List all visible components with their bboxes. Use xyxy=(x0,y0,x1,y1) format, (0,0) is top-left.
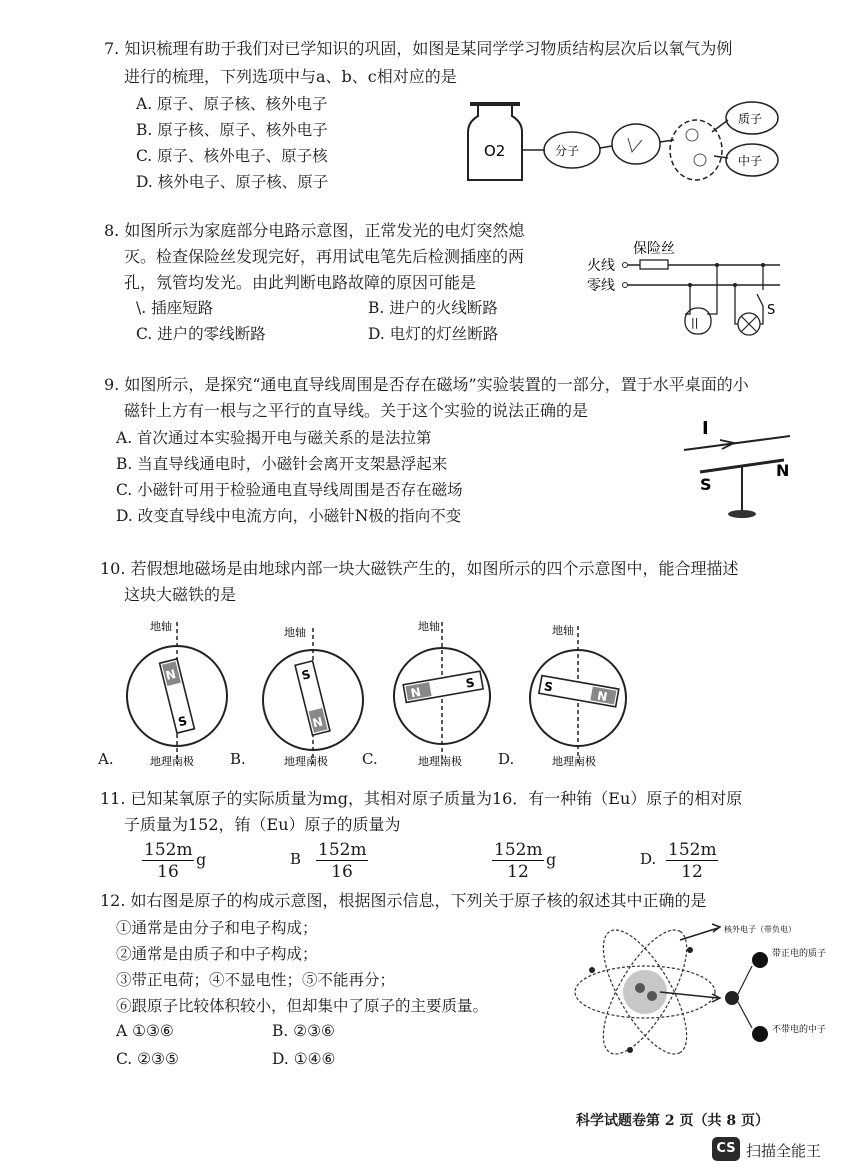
q12-electron-label: 核外电子（带负电） xyxy=(724,925,796,934)
q12-statement-3: ③带正电荷；④不显电性；⑤不能再分； xyxy=(116,971,396,989)
q10-globe-a xyxy=(112,614,252,769)
q11-option-b-numerator: 152m xyxy=(318,840,367,860)
q8-stem-line3: 孔，氖管均发光。由此判断电路故障的原因可能是 xyxy=(124,273,477,292)
q7-option-b: B. 原子核、原子、核外电子 xyxy=(136,121,328,139)
q7-stem-line1: 7. 知识梳理有助于我们对已学知识的巩固，如图是某同学学习物质结构层次后以氧气为例 xyxy=(104,39,733,58)
q11-option-b-denominator: 16 xyxy=(331,862,353,882)
q8-household-circuit-figure xyxy=(585,236,785,348)
q11-option-a-fraction xyxy=(142,840,194,883)
q10-globe-d-pole-s: S xyxy=(542,679,554,695)
q9-wire-compass-figure xyxy=(680,416,800,524)
q8-option-d: D. 电灯的灯丝断路 xyxy=(368,325,499,343)
q11-option-c-unit: g xyxy=(546,850,557,869)
q10-option-b-label: B. xyxy=(230,750,246,768)
q9-option-c: C. 小磁针可用于检验通电直导线周围是否存在磁场 xyxy=(116,481,463,499)
q9-option-d: D. 改变直导线中电流方向，小磁针N极的指向不变 xyxy=(116,507,462,525)
q10-globe-b-pole-n: N xyxy=(311,714,325,731)
q12-statement-4: ⑥跟原子比较体积较小，但却集中了原子的主要质量。 xyxy=(116,997,489,1015)
q11-stem-line2: 子质量为152，铕（Eu）原子的质量为 xyxy=(124,815,401,834)
q9-stem-line2: 磁针上方有一根与之平行的直导线。关于这个实验的说法正确的是 xyxy=(124,401,589,420)
q12-proton-label: 带正电的质子 xyxy=(772,949,827,959)
q12-neutron-label: 不带电的中子 xyxy=(772,1025,827,1035)
q10-axis-label-d: 地轴 xyxy=(552,624,574,637)
q7-neutron-label: 中子 xyxy=(738,154,763,168)
q7-oxygen-structure-figure xyxy=(460,80,800,205)
q8-option-b: B. 进户的火线断路 xyxy=(368,299,498,317)
q12-option-a: A ①③⑥ xyxy=(116,1022,174,1040)
q9-stem-line1: 9. 如图所示，是探究“通电直导线周围是否存在磁场”实验装置的一部分，置于水平桌面的小 xyxy=(104,375,749,394)
q12-option-b: B. ②③⑥ xyxy=(272,1022,335,1040)
q11-stem-line1: 11. 已知某氧原子的实际质量为mg，其相对原子质量为16．有一种铕（Eu）原子的相对原 xyxy=(100,789,743,808)
q8-live-wire-label: 火线 xyxy=(587,258,615,274)
q11-option-c-numerator: 152m xyxy=(494,840,543,860)
q10-south-label-b: 地理南极 xyxy=(284,755,328,768)
scanner-app-name: 扫描全能王 xyxy=(746,1142,822,1160)
q10-globe-c xyxy=(392,614,532,769)
q9-option-a: A. 首次通过本实验揭开电与磁关系的是法拉第 xyxy=(116,429,432,447)
q8-neutral-wire-label: 零线 xyxy=(587,278,615,294)
q12-statement-1: ①通常是由分子和电子构成； xyxy=(116,919,318,937)
q7-option-a: A. 原子、原子核、核外电子 xyxy=(136,95,328,113)
q10-globe-c-pole-n: N xyxy=(409,684,422,701)
q9-current-label: I xyxy=(702,418,709,439)
q10-globe-d-pole-n: N xyxy=(596,688,609,705)
page-footer-number: 科学试题卷第 2 页（共 8 页） xyxy=(576,1113,769,1129)
q8-fuse-label: 保险丝 xyxy=(633,241,675,257)
q10-south-label-d: 地理南极 xyxy=(552,755,596,768)
q10-south-label-c: 地理南极 xyxy=(418,755,462,768)
q8-stem-line2: 灭。检查保险丝发现完好，再用试电笔先后检测插座的两 xyxy=(124,247,525,266)
q10-axis-label-a: 地轴 xyxy=(150,620,172,633)
q11-option-b-label: B xyxy=(290,850,302,868)
q8-option-a: \. 插座短路 xyxy=(136,299,214,317)
q10-globe-a-pole-s: S xyxy=(176,713,189,730)
q7-o2-label: O2 xyxy=(484,142,506,160)
q10-option-d-label: D. xyxy=(498,750,515,768)
q12-option-d: D. ①④⑥ xyxy=(272,1050,336,1068)
q7-molecule-label: 分子 xyxy=(555,144,580,158)
q10-globe-b-pole-s: S xyxy=(300,667,312,683)
q7-stem-line2: 进行的梳理，下列选项中与a、b、c相对应的是 xyxy=(124,67,457,86)
q12-option-c: C. ②③⑤ xyxy=(116,1050,179,1068)
q11-option-a-unit: g xyxy=(196,850,207,869)
q10-globe-d xyxy=(528,614,668,769)
q11-option-a-denominator: 16 xyxy=(157,862,179,882)
q9-south-label: S xyxy=(700,475,712,494)
q10-south-label-a: 地理南极 xyxy=(150,755,194,768)
q9-north-label: N xyxy=(776,461,790,480)
q8-option-c: C. 进户的零线断路 xyxy=(136,325,266,343)
q11-option-c-denominator: 12 xyxy=(507,862,529,882)
scanner-logo-icon: CS xyxy=(712,1137,740,1161)
q11-option-c-fraction xyxy=(492,840,544,883)
q11-option-d-numerator: 152m xyxy=(668,840,717,860)
q11-option-b-fraction xyxy=(316,840,368,883)
q10-globe-a-pole-n: N xyxy=(164,666,178,683)
q12-statement-2: ②通常是由质子和中子构成； xyxy=(116,945,318,963)
q12-stem-line1: 12. 如右图是原子的构成示意图，根据图示信息，下列关于原子核的叙述其中正确的是 xyxy=(100,891,707,910)
q10-stem-line2: 这块大磁铁的是 xyxy=(124,585,237,604)
q11-option-a-numerator: 152m xyxy=(144,840,193,860)
q10-stem-line1: 10. 若假想地磁场是由地球内部一块大磁铁产生的，如图所示的四个示意图中，能合理描述 xyxy=(100,559,739,578)
q10-option-c-label: C. xyxy=(362,750,378,768)
q10-globe-b xyxy=(248,614,388,769)
q10-axis-label-c: 地轴 xyxy=(418,620,440,633)
svg-text:||: || xyxy=(691,316,699,329)
q8-switch-label: S xyxy=(767,303,776,318)
q11-option-d-fraction xyxy=(666,840,718,883)
q10-globe-c-pole-s: S xyxy=(464,675,476,691)
q9-option-b: B. 当直导线通电时，小磁针会离开支架悬浮起来 xyxy=(116,455,448,473)
q8-stem-line1: 8. 如图所示为家庭部分电路示意图，正常发光的电灯突然熄 xyxy=(104,221,525,240)
q11-option-d-label: D. xyxy=(640,850,657,868)
q7-proton-label: 质子 xyxy=(738,112,763,126)
q10-axis-label-b: 地轴 xyxy=(284,626,306,639)
q11-option-d-denominator: 12 xyxy=(681,862,703,882)
q10-option-a-label: A. xyxy=(98,750,114,768)
q7-option-c: C. 原子、核外电子、原子核 xyxy=(136,147,328,165)
q12-atom-structure-figure xyxy=(570,910,827,1070)
q7-option-d: D. 核外电子、原子核、原子 xyxy=(136,173,329,191)
